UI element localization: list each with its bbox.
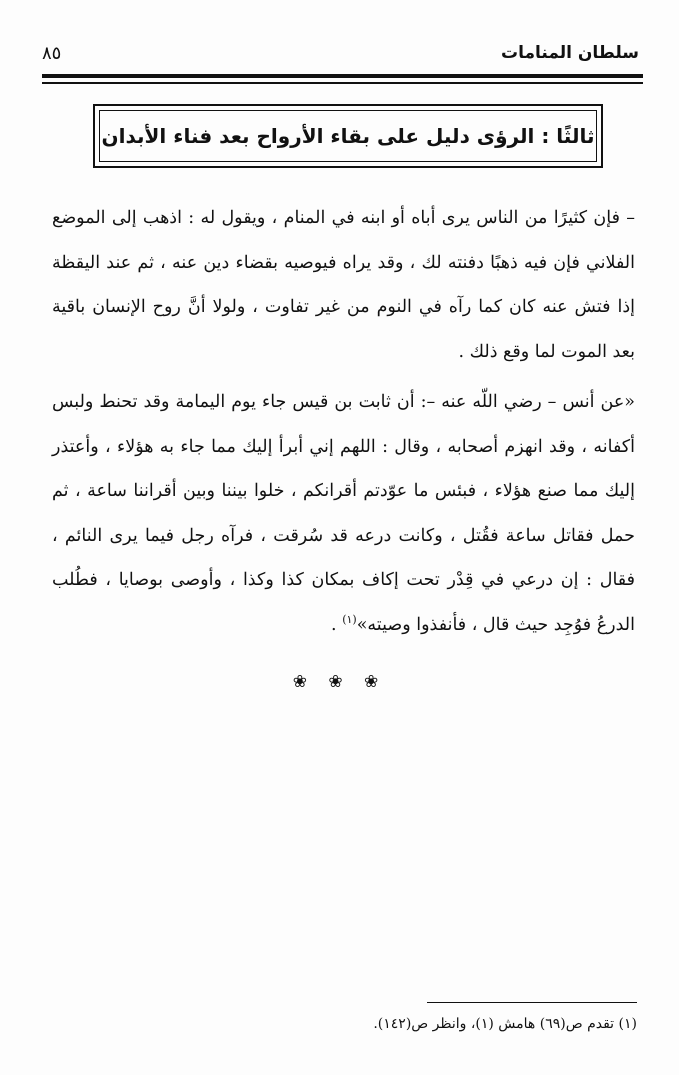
- book-title: سلطان المنامات: [501, 43, 639, 63]
- section-heading: ثالثًا : الرؤى دليل على بقاء الأرواح بعد فناء الأبدان: [101, 124, 595, 148]
- body-text: [52, 196, 635, 647]
- page-number: ٨٥: [42, 42, 62, 64]
- footnote-marker: (١): [342, 612, 357, 626]
- section-heading-box: [93, 104, 603, 168]
- paragraph-dreams-of-relatives: – فإن كثيرًا من الناس يرى أباه أو ابنه في المنام ، ويقول له : اذهب إلى الموضع الفلاني فإن فيه ذهبًا دفنته لك ، وقد يراه فيوصيه بقضاء دين عنه ، ثم عند اليقظة إذا فتش عنه كان كما رآه في النوم من غير تفاوت ، ولولا أنَّ روح الإنسان باقية بعد الموت لما وقع ذلك .: [52, 208, 635, 362]
- header-rule-thin: [42, 82, 643, 84]
- trailing-period: .: [331, 614, 337, 635]
- header-rule-thick: [42, 74, 643, 78]
- section-separator-ornament: ❀ ❀ ❀: [292, 672, 387, 692]
- footnote: (١) تقدم ص(٦٩) هامش (١)، وانظر ص(١٤٢).: [373, 1016, 637, 1032]
- running-header: [42, 36, 639, 70]
- footnote-rule: [427, 1002, 637, 1003]
- hadith-text: «عن أنس – رضي اللّه عنه –: أن ثابت بن قيس جاء يوم اليمامة وقد تحنط ولبس أكفانه ، وقد انهزم أصحابه ، وقال : اللهم إني أبرأ إليك مما جاء به هؤلاء ، وأعتذر إليك مما صنع هؤلاء ، فبئس ما عوّدتم أقرانكم ، خلوا بيننا وبين أقراننا ساعة ، ثم حمل فقاتل ساعة فقُتل ، وكانت درعه قد سُرقت ، فرآه رجل فيما يرى النائم ، فقال : إن درعي في قِدْر تحت إكاف بمكان كذا وكذا ، وأوصى بوصايا ، فطُلب الدرعُ فوُجِد حيث قال ، فأنفذوا وصيته»: [52, 392, 635, 635]
- paragraph-anas-hadith: [52, 380, 635, 647]
